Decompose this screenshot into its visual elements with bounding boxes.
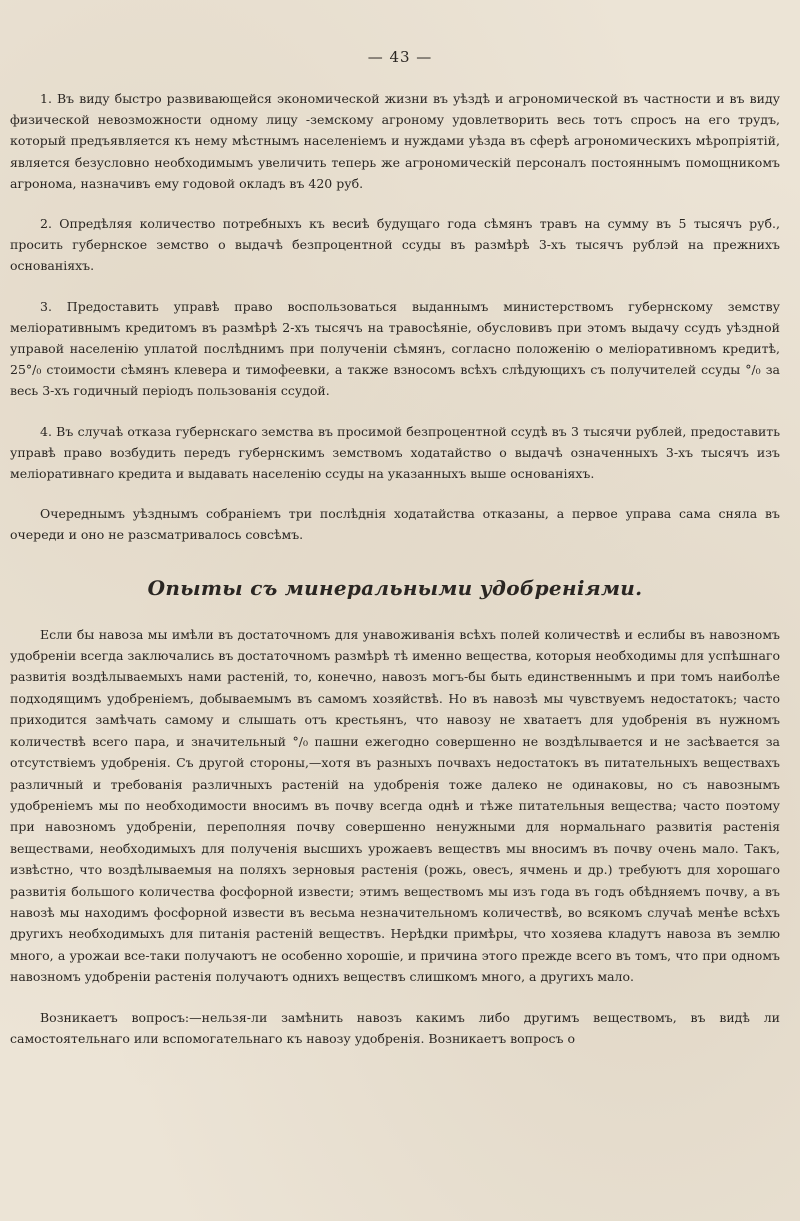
paragraph-conclusion: Очереднымъ уѣзднымъ собраніемъ три послѣднія ходатайства отказаны, а первое управа сама сняла въ очереди и оно не разсматривалось совсѣмъ. [10,506,780,543]
paragraph-1: 1. Въ виду быстро развивающейся экономической жизни въ уѣздѣ и агрономической въ частности и въ виду физической невозможности одному лицу -земскому агроному удовлетворить весь тотъ спросъ на его трудъ, который предъявляется къ нему мѣстнымъ населеніемъ и нуждами уѣзда въ сферѣ агрономическихъ мѣропріятій, является безусловно необходимымъ увеличить теперь же агрономическій персоналъ постояннымъ помощникомъ агронома, назначивъ ему годовой окладъ въ 420 руб. [10,91,780,191]
page-number: — 43 — [367,48,433,66]
section-paragraph-1: Если бы навоза мы имѣли въ достаточномъ для унавоживанія всѣхъ полей количествѣ и еслибы въ навозномъ удобреніи всегда заключались въ достаточномъ размѣрѣ тѣ именно вещества, которыя необходимы для успѣшнаго развитія воздѣлываемыхъ нами растеній, то, конечно, навозъ могъ-бы быть единственнымъ и при томъ наиболѣе подходящимъ удобреніемъ, добываемымъ въ самомъ хозяйствѣ. Но въ навозѣ мы чувствуемъ недостатокъ; часто приходится замѣчать самому и слышать отъ крестьянъ, что навозу не хватаетъ для удобренія въ нужномъ количествѣ всего пара, и значительный °/₀ пашни ежегодно совершенно не воздѣлывается и не засѣвается за отсутствіемъ удобренія. Съ другой стороны,—хотя въ разныхъ почвахъ недостатокъ въ питательныхъ веществахъ различный и требованія различныхъ растеній на удобренія тоже далеко не одинаковы, но съ навознымъ удобреніемъ мы по необходимости вносимъ въ почву всегда однѣ и тѣже питательныя вещества; часто поэтому при навозномъ удобреніи, переполняя почву совершенно ненужными для нормальнаго развитія растенія веществами, необходимыхъ для полученія высшихъ урожаевъ веществъ мы вносимъ въ почву очень мало. Такъ, извѣстно, что воздѣлываемыя на поляхъ зерновыя растенія (рожь, овесъ, ячмень и др.) требуютъ для хорошаго развитія большого количества фосфорной извести; этимъ веществомъ мы изъ года въ годъ обѣдняемъ почву, а въ навозѣ мы находимъ фосфорной извести въ весьма незначительномъ количествѣ, во всякомъ случаѣ менѣе всѣхъ другихъ необходимыхъ для питанія растеній веществъ. Нерѣдки примѣры, что хозяева кладутъ навоза въ землю много, а урожаи все-таки получаютъ не особенно хорошіе, и причина этого прежде всего въ томъ, что при одномъ навозномъ удобреніи растенія получаютъ однихъ веществъ слишкомъ много, а другихъ мало. [10,626,780,985]
page-content [10,88,780,1068]
paragraph-4: 4. Въ случаѣ отказа губернскаго земства въ просимой безпроцентной ссудѣ въ 3 тысячи рублей, предоставить управѣ право возбудить передъ губернскимъ земствомъ ходатайство о выдачѣ означенныхъ 3-хъ тысячъ изъ меліоративнаго кредита и выдавать населенію ссуды на указанныхъ выше основаніяхъ. [10,423,780,482]
paragraph-2: 2. Опредѣляя количество потребныхъ къ весиѣ будущаго года сѣмянъ травъ на сумму въ 5 тысячъ руб., просить губернское земство о выдачѣ безпроцентной ссуды въ размѣрѣ 3-хъ тысячъ рублэй на прежнихъ основаніяхъ. [10,216,780,274]
paragraph-3: 3. Предоставить управѣ право воспользоваться выданнымъ министерствомъ губернскому земству меліоративнымъ кредитомъ въ размѣрѣ 2-хъ тысячъ на травосѣяніе, обусловивъ при этомъ выдачу ссудъ уѣздной управой населенію уплатой послѣднимъ при полученіи сѣмянъ, согласно положенію о меліоративномъ кредитѣ, 25°/₀ стоимости сѣмянъ клевера и тимофеевки, а также взносомъ всѣхъ слѣдующихъ съ получителей ссуды °/₀ за весь 3-хъ годичный періодъ пользованія ссудой. [10,298,780,399]
section-heading: Опыты съ минеральными удобреніями. [147,575,643,600]
section-paragraph-2: Возникаетъ вопросъ:—нельзя-ли замѣнить навозъ какимъ либо другимъ веществомъ, въ видѣ ли самостоятельнаго или вспомогательнаго къ навозу удобренія. Возникаетъ вопросъ о [10,1009,780,1046]
